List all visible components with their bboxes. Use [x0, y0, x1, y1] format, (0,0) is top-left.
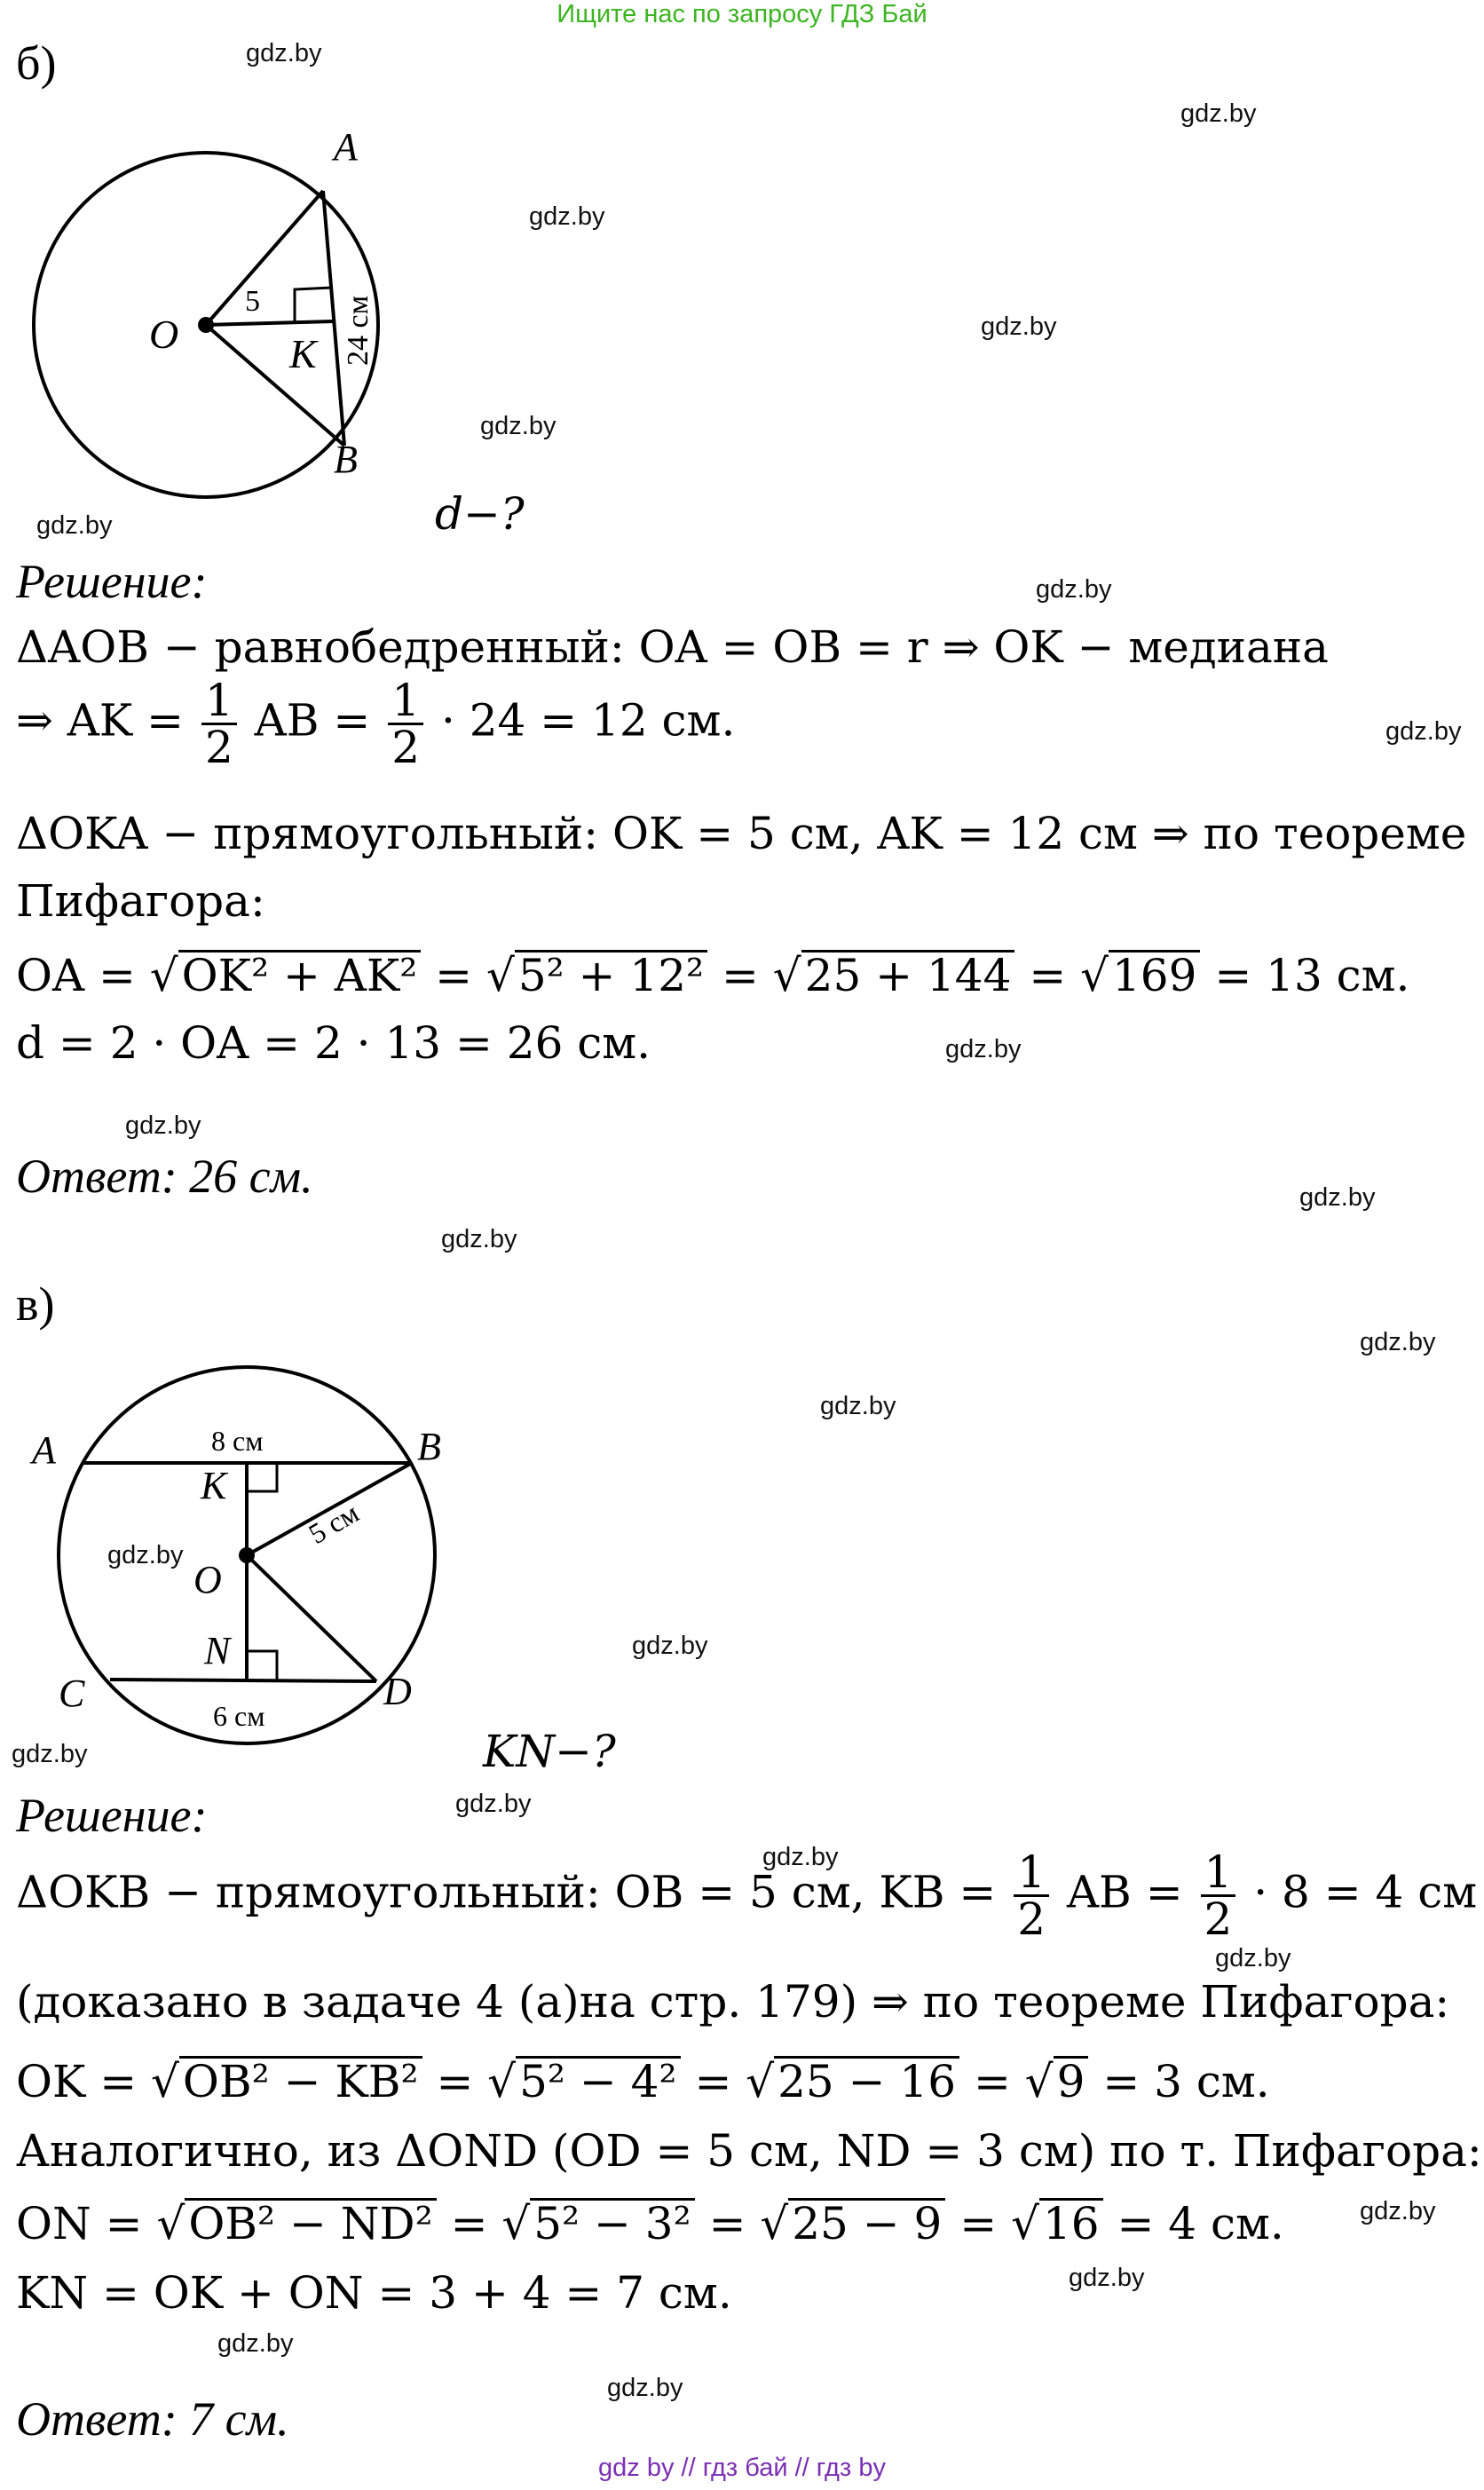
label-d: D [383, 1670, 412, 1713]
equals: = [1029, 950, 1067, 1001]
radical-sign: √ [1080, 950, 1109, 1001]
watermark: gdz.by [1360, 2197, 1436, 2225]
radicand: 9 [1054, 2056, 1089, 2106]
radicand: 5² − 4² [516, 2056, 680, 2106]
radicand: 25 + 144 [801, 950, 1015, 1000]
numerator: 1 [1014, 1850, 1049, 1897]
text: · 24 = 12 см. [440, 694, 736, 747]
radical-sign: √ [760, 2198, 789, 2249]
chord-cd [110, 1680, 376, 1681]
equals: = [694, 2056, 732, 2107]
part-v-line-6: KN = OK + ON = 3 + 4 = 7 см. [16, 2267, 732, 2319]
radical-sign: √ [501, 2198, 531, 2249]
part-b-question: d−? [435, 488, 525, 540]
center-dot [239, 1547, 255, 1563]
denominator: 2 [1204, 1893, 1233, 1945]
part-v-label: в) [16, 1277, 55, 1331]
radical-sign: √ [156, 2198, 186, 2249]
radicand: 169 [1109, 950, 1200, 1000]
radicand: 25 − 16 [774, 2056, 959, 2106]
segment-ok [206, 321, 334, 325]
watermark: gdz.by [217, 2329, 294, 2358]
right-angle-mark-k [247, 1463, 277, 1491]
label-ab-length: 24 см [342, 295, 375, 366]
label-ok-length: 5 [245, 285, 260, 318]
equals: = [708, 2198, 746, 2249]
numerator: 1 [388, 678, 423, 725]
watermark: gdz.by [1180, 99, 1257, 128]
radius-od [247, 1555, 376, 1681]
part-v-question: KN−? [483, 1726, 616, 1777]
watermark: gdz.by [125, 1111, 201, 1140]
part-b-line-1: ΔAOB − равнобедренный: OA = OB = r ⇒ OK − медиана [16, 621, 1329, 673]
watermark: gdz.by [529, 202, 605, 231]
watermark: gdz.by [1215, 1944, 1291, 1972]
part-b-solution-heading: Решение: [16, 555, 208, 608]
part-b-line-5 [16, 950, 1409, 1001]
watermark: gdz.by [1299, 1183, 1376, 1212]
radical-sign: √ [151, 2056, 179, 2107]
label-c: C [59, 1672, 85, 1715]
part-v-line-5 [16, 2198, 1284, 2249]
radius-ob [206, 325, 344, 446]
watermark: gdz.by [981, 312, 1057, 341]
equals: = [721, 950, 759, 1001]
part-b-figure [0, 124, 462, 515]
label-a: A [334, 125, 358, 169]
label-o: O [193, 1558, 222, 1601]
part-v-line-1 [16, 1846, 1478, 1945]
text: = 4 см. [1117, 2198, 1284, 2249]
label-a: A [32, 1428, 56, 1472]
watermark: gdz.by [36, 511, 113, 540]
radical-sign: √ [487, 2056, 517, 2107]
text: AB = [254, 694, 371, 747]
bottom-banner: gdz by // гдз бай // гдз by [598, 2454, 886, 2482]
denominator: 2 [204, 722, 233, 773]
equals: = [959, 2198, 998, 2249]
text: OA = [16, 950, 136, 1001]
part-v-answer: Ответ: 7 см. [16, 2392, 289, 2446]
label-o: O [149, 312, 179, 357]
label-b: B [417, 1425, 441, 1468]
watermark: gdz.by [480, 412, 556, 440]
part-v-solution-heading: Решение: [16, 1789, 208, 1842]
equals: = [436, 2056, 474, 2107]
radical-sign: √ [1011, 2198, 1039, 2249]
part-v-figure [0, 1358, 479, 1749]
radicand: 5² + 12² [515, 950, 707, 1000]
part-b-line-6: d = 2 · OA = 2 · 13 = 26 см. [16, 1017, 651, 1069]
part-b-line-3: ΔOKA − прямоугольный: OK = 5 см, AK = 12 см ⇒ по теореме [16, 808, 1467, 859]
text: ON = [16, 2198, 143, 2249]
fraction [1014, 1846, 1049, 1945]
watermark: gdz.by [12, 1740, 88, 1768]
radicand: OB² − ND² [185, 2198, 436, 2248]
equals: = [435, 950, 473, 1001]
equals: = [973, 2056, 1011, 2107]
fraction [1201, 1846, 1236, 1945]
watermark: gdz.by [1069, 2264, 1145, 2292]
watermark: gdz.by [441, 1225, 517, 1253]
fraction [388, 675, 423, 773]
top-banner: Ищите нас по запросу ГДЗ Бай [556, 0, 928, 28]
label-cd-length: 6 см [213, 1700, 265, 1732]
watermark: gdz.by [1036, 575, 1112, 604]
center-dot [198, 317, 214, 333]
part-b-line-4: Пифагора: [16, 875, 265, 927]
watermark: gdz.by [107, 1541, 184, 1569]
watermark: gdz.by [632, 1632, 708, 1660]
radical-sign: √ [772, 950, 801, 1001]
fraction [201, 675, 237, 773]
text: ΔOKB − прямоугольный: OB = 5 см, KB = [16, 1866, 997, 1918]
text: AB = [1066, 1866, 1183, 1918]
part-v-line-4: Аналогично, из ΔOND (OD = 5 см, ND = 3 см) по т. Пифагора: [16, 2125, 1482, 2177]
text: OK = [16, 2056, 138, 2107]
watermark: gdz.by [820, 1392, 896, 1420]
radicand: OB² − KB² [179, 2056, 422, 2106]
label-b: B [334, 438, 358, 481]
part-v-line-3 [16, 2056, 1270, 2107]
radicand: OK² + AK² [178, 950, 422, 1000]
part-b-line-2 [16, 675, 736, 773]
part-b-answer: Ответ: 26 см. [16, 1150, 313, 1203]
watermark: gdz.by [607, 2374, 683, 2402]
text: ⇒ AK = [16, 694, 185, 747]
radical-sign: √ [746, 2056, 775, 2107]
radical-sign: √ [1024, 2056, 1054, 2107]
label-n: N [204, 1629, 231, 1672]
watermark: gdz.by [246, 39, 322, 67]
radicand: 5² − 3² [530, 2198, 694, 2248]
right-angle-mark-n [247, 1651, 277, 1680]
text: = 3 см. [1102, 2056, 1270, 2107]
label-ab-length: 8 см [211, 1425, 264, 1457]
label-k: K [289, 331, 317, 376]
watermark: gdz.by [1385, 717, 1462, 746]
text: = 13 см. [1214, 950, 1410, 1001]
part-v-line-2: (доказано в задаче 4 (а)на стр. 179) ⇒ по теореме Пифагора: [16, 1976, 1450, 2028]
denominator: 2 [391, 722, 421, 773]
equals: = [450, 2198, 488, 2249]
text: · 8 = 4 см [1253, 1866, 1478, 1918]
watermark: gdz.by [1360, 1328, 1436, 1356]
radical-sign: √ [485, 950, 515, 1001]
label-k: K [201, 1464, 227, 1507]
watermark: gdz.by [945, 1035, 1022, 1063]
radius-oa [206, 191, 323, 325]
right-angle-mark [295, 288, 332, 323]
radicand: 25 − 9 [788, 2198, 945, 2248]
part-b-label: б) [16, 36, 57, 90]
watermark: gdz.by [762, 1843, 839, 1871]
numerator: 1 [1201, 1850, 1236, 1897]
radical-sign: √ [149, 950, 178, 1001]
denominator: 2 [1017, 1893, 1046, 1945]
radicand: 16 [1039, 2198, 1103, 2248]
watermark: gdz.by [455, 1790, 532, 1818]
numerator: 1 [201, 678, 237, 725]
label-ob-length: 5 см [303, 1496, 365, 1551]
